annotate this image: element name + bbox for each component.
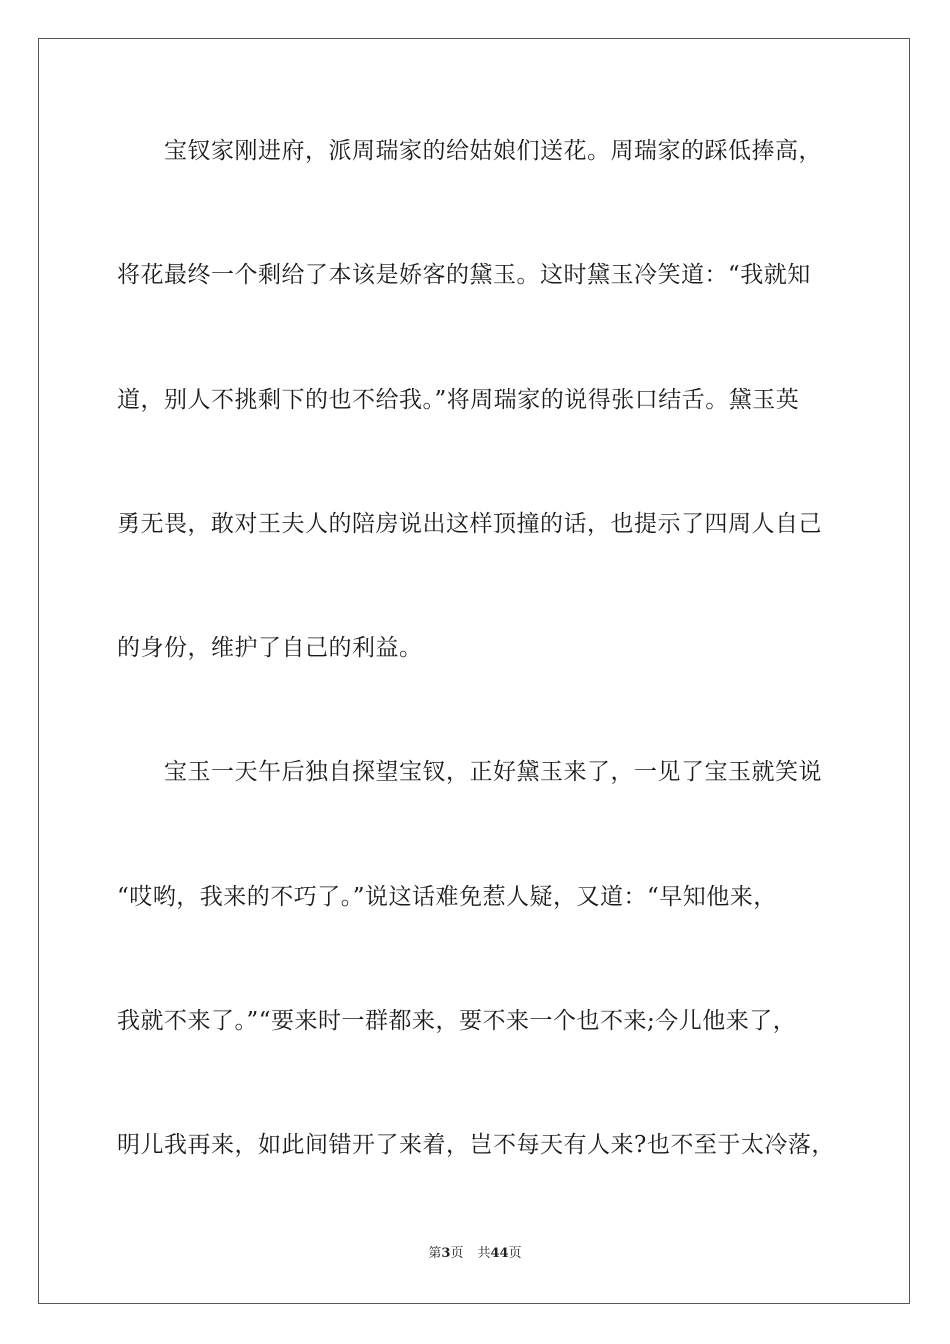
total-pages-number: 44	[490, 1246, 509, 1261]
text-line: 宝钗家刚进府，派周瑞家的给姑娘们送花。周瑞家的踩低捧高，	[164, 138, 822, 164]
footer-total-suffix: 页	[508, 1246, 522, 1261]
text-line: 将花最终一个剩给了本该是娇客的黛玉。这时黛玉冷笑道：“我就知	[117, 262, 811, 288]
text-line: 明儿我再来，如此间错开了来着，岂不每天有人来?也不至于太冷落，	[117, 1132, 835, 1158]
footer-total-prefix: 共	[477, 1246, 491, 1261]
text-line: 的身份，维护了自己的利益。	[117, 635, 423, 661]
page-footer	[0, 1245, 950, 1263]
footer-page-suffix: 页	[450, 1246, 464, 1261]
text-line: 宝玉一天午后独自探望宝钗，正好黛玉来了，一见了宝玉就笑说	[164, 759, 822, 785]
current-page-number: 3	[441, 1246, 451, 1261]
page-border	[38, 38, 910, 1304]
text-line: 我就不来了。”“要来时一群都来，要不来一个也不来;今儿他来了，	[117, 1008, 797, 1034]
text-line: 勇无畏，敢对王夫人的陪房说出这样顶撞的话，也提示了四周人自己	[117, 511, 822, 537]
footer-prefix: 第	[428, 1246, 442, 1261]
text-line: “哎哟，我来的不巧了。”说这话难免惹人疑，又道：“早知他来，	[117, 884, 777, 910]
text-line: 道，别人不挑剩下的也不给我。”将周瑞家的说得张口结舌。黛玉英	[117, 387, 800, 413]
